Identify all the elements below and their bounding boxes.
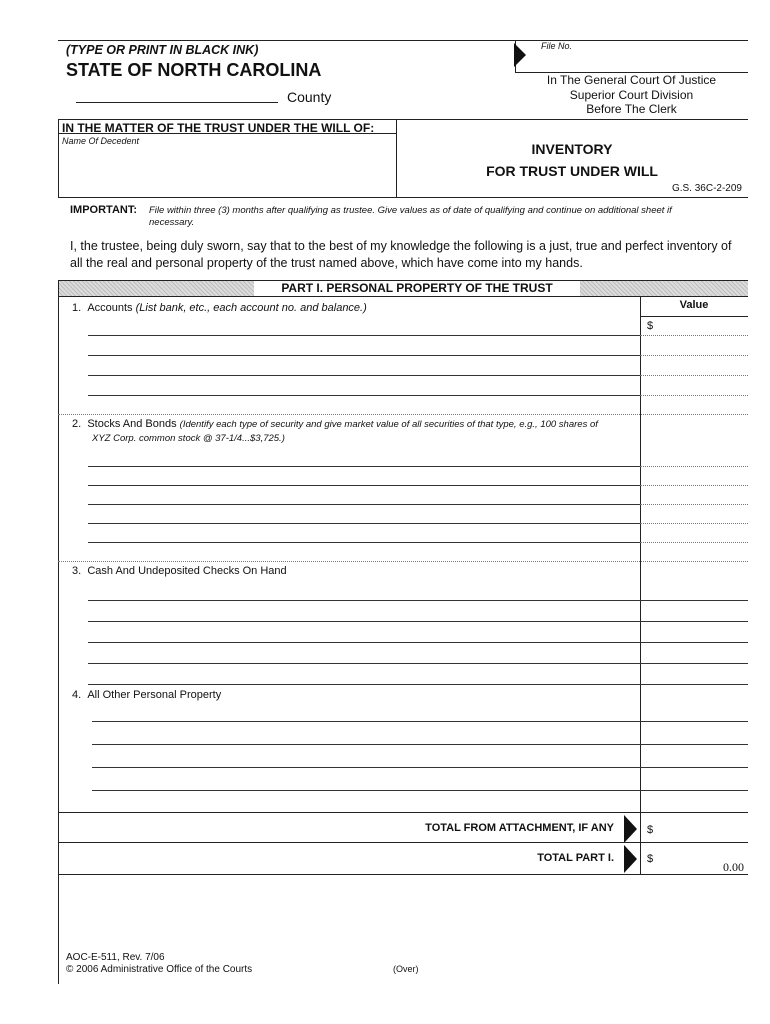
value-column-header: Value [679, 299, 709, 311]
item-1-accounts [72, 302, 367, 314]
accounts-entry-line[interactable] [88, 335, 640, 336]
other-entry-line[interactable] [92, 744, 748, 745]
item-1-label: Accounts [87, 302, 133, 314]
over-note: (Over) [393, 964, 419, 974]
item-3-number: 3. [72, 565, 82, 577]
file-no-label: File No. [541, 41, 573, 51]
file-no-input[interactable] [541, 54, 741, 68]
copyright: © 2006 Administrative Office of the Courts [66, 964, 253, 975]
matter-top-line [58, 119, 748, 120]
value-column-divider [640, 296, 641, 874]
value-entry-line[interactable] [640, 355, 748, 356]
decedent-label: Name Of Decedent [62, 136, 140, 146]
cash-entry-line[interactable] [88, 621, 748, 622]
totals-mid-line [58, 842, 748, 843]
footer-left-border [58, 874, 59, 984]
other-entry-line[interactable] [92, 790, 748, 791]
oath-line-1: I, the trustee, being duly sworn, say that to the best of my knowledge the following is a just, true and perfect inventory of [70, 239, 732, 253]
decedent-input[interactable] [62, 150, 392, 190]
important-text-1: File within three (3) months after qualifying as trustee. Give values as of date of qualifying and continue on additional sheet if [149, 205, 672, 216]
stocks-entry-line[interactable] [88, 523, 640, 524]
ink-instruction: (TYPE OR PRINT IN BLACK INK) [66, 43, 259, 57]
item-3-label: Cash And Undeposited Checks On Hand [87, 565, 287, 577]
accounts-entry-line[interactable] [88, 395, 640, 396]
county-line [76, 102, 278, 103]
table-left-border [58, 280, 59, 875]
court-line-1: In The General Court Of Justice [546, 73, 717, 87]
value-entry-line[interactable] [640, 395, 748, 396]
form-title-line-1: INVENTORY [531, 141, 613, 157]
item-1-number: 1. [72, 302, 82, 314]
item-2-label: Stocks And Bonds [87, 418, 177, 430]
value-entry-line[interactable] [640, 375, 748, 376]
value-entry-line[interactable] [640, 504, 748, 505]
form-title [396, 138, 748, 182]
value-dollar-sign: $ [647, 320, 654, 332]
important-text-2: necessary. [149, 217, 195, 228]
important-label: IMPORTANT: [70, 204, 138, 216]
accounts-entry-line[interactable] [88, 355, 640, 356]
oath-line-2: all the real and personal property of the trust named above, which have come into my hands. [70, 256, 583, 270]
form-title-line-2: FOR TRUST UNDER WILL [486, 163, 658, 179]
part1-shade-right [580, 281, 748, 296]
stocks-entry-line[interactable] [88, 466, 640, 467]
other-entry-line[interactable] [92, 767, 748, 768]
value-header-underline [640, 316, 748, 317]
cash-entry-line[interactable] [88, 684, 748, 685]
item-1-note: (List bank, etc., each account no. and balance.) [135, 302, 367, 314]
cash-entry-line[interactable] [88, 642, 748, 643]
item-4-number: 4. [72, 689, 82, 701]
item-2-note-1: (Identify each type of security and give market value of all securities of that type, e.g., 100 shares of [179, 419, 598, 430]
part1-heading: PART I. PERSONAL PROPERTY OF THE TRUST [281, 281, 553, 295]
other-entry-line[interactable] [92, 721, 748, 722]
matter-heading-underline [58, 133, 396, 134]
stocks-entry-line[interactable] [88, 504, 640, 505]
total-attachment-dollar: $ [647, 824, 654, 836]
stocks-entry-line[interactable] [88, 485, 640, 486]
total-part-value[interactable]: 0.00 [723, 860, 744, 874]
court-line-3: Before The Clerk [586, 102, 677, 116]
item-4-other [72, 689, 221, 701]
top-border [58, 40, 748, 41]
value-entry-line[interactable] [640, 542, 748, 543]
cash-entry-line[interactable] [88, 663, 748, 664]
county-label: County [287, 89, 332, 105]
part1-band-bottom [58, 296, 748, 297]
total-attachment-label: TOTAL FROM ATTACHMENT, IF ANY [425, 822, 614, 834]
matter-heading: IN THE MATTER OF THE TRUST UNDER THE WILL OF: [62, 121, 375, 135]
value-entry-line[interactable] [640, 523, 748, 524]
cash-entry-line[interactable] [88, 600, 748, 601]
item-4-label: All Other Personal Property [87, 689, 222, 701]
section-divider [58, 561, 748, 562]
section-divider [58, 414, 748, 415]
value-entry-line[interactable] [640, 335, 748, 336]
totals-bottom-line [58, 874, 748, 875]
value-entry-line[interactable] [640, 466, 748, 467]
item-2-number: 2. [72, 418, 82, 430]
court-designation [515, 73, 748, 117]
total-part-label: TOTAL PART I. [537, 852, 614, 864]
part1-shade-left [58, 281, 254, 296]
value-entry-line[interactable] [640, 485, 748, 486]
matter-left-border [58, 119, 59, 197]
court-line-2: Superior Court Division [569, 87, 694, 102]
state-title: STATE OF NORTH CAROLINA [66, 60, 322, 80]
totals-top-line [58, 812, 748, 813]
statute-reference: G.S. 36C-2-209 [671, 183, 742, 194]
item-3-cash [72, 565, 287, 577]
item-2-note-2: XYZ Corp. common stock @ 37-1/4...$3,725.) [92, 433, 285, 444]
total-part-arrow-icon [624, 845, 637, 873]
accounts-entry-line[interactable] [88, 375, 640, 376]
total-attachment-arrow-icon [624, 815, 637, 843]
file-no-arrow-icon [514, 43, 526, 67]
matter-bottom-line [58, 197, 748, 198]
stocks-entry-line[interactable] [88, 542, 640, 543]
form-number: AOC-E-511, Rev. 7/06 [66, 952, 165, 963]
item-2-stocks [72, 418, 598, 430]
total-part-dollar: $ [647, 853, 654, 865]
